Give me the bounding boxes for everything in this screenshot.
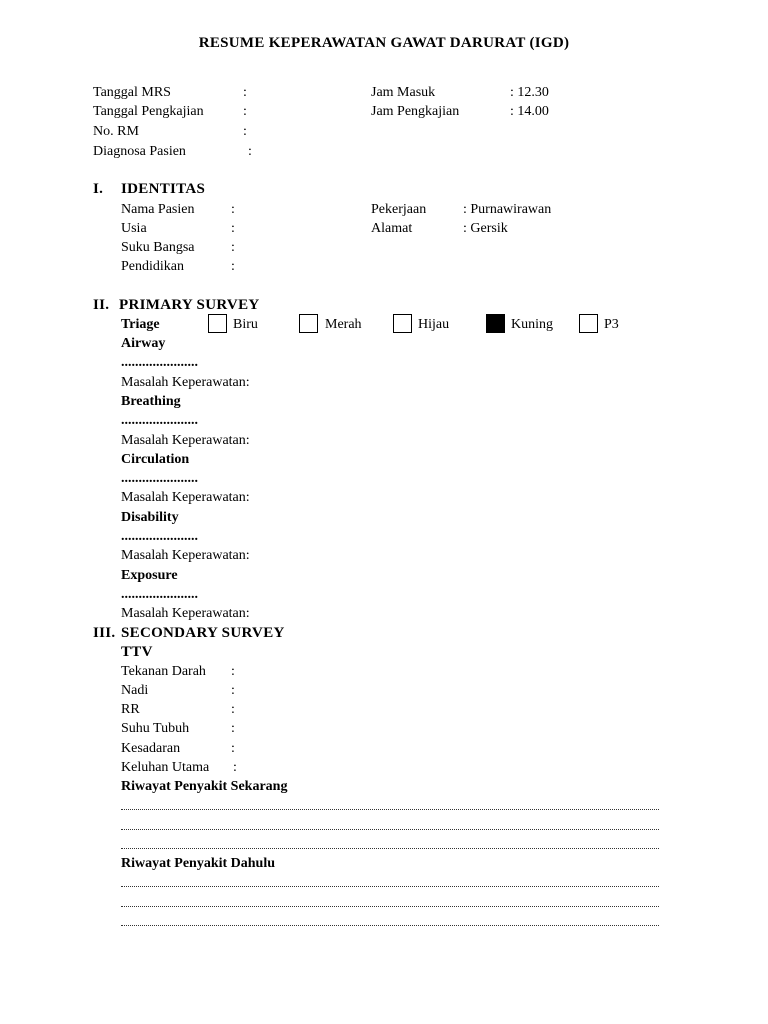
diagnosa-pasien-label: Diagnosa Pasien bbox=[93, 144, 186, 159]
usia-label: Usia bbox=[121, 221, 147, 236]
triage-option-merah: Merah bbox=[325, 317, 362, 332]
nadi-colon: : bbox=[231, 683, 235, 698]
rr-label: RR bbox=[121, 702, 140, 717]
tanggal-mrs-label: Tanggal MRS bbox=[93, 85, 171, 100]
triage-checkbox-biru[interactable] bbox=[208, 314, 227, 333]
breathing-dots: ...................... bbox=[121, 413, 198, 428]
airway-heading: Airway bbox=[121, 336, 166, 351]
jam-masuk-value: : 12.30 bbox=[510, 85, 549, 100]
suhu-tubuh-label: Suhu Tubuh bbox=[121, 721, 190, 736]
suku-bangsa-colon: : bbox=[231, 240, 235, 255]
no-rm-colon: : bbox=[243, 124, 247, 139]
alamat-value: : Gersik bbox=[463, 221, 508, 236]
exposure-heading: Exposure bbox=[121, 568, 178, 583]
riwayat-sekarang-heading: Riwayat Penyakit Sekarang bbox=[121, 779, 288, 794]
triage-checkbox-kuning[interactable] bbox=[486, 314, 505, 333]
riwayat-dahulu-line-1 bbox=[121, 886, 659, 887]
triage-checkbox-hijau[interactable] bbox=[393, 314, 412, 333]
triage-option-biru: Biru bbox=[233, 317, 258, 332]
suhu-tubuh-colon: : bbox=[231, 721, 235, 736]
tanggal-pengkajian-colon: : bbox=[243, 104, 247, 119]
disability-heading: Disability bbox=[121, 510, 179, 525]
jam-pengkajian-value: : 14.00 bbox=[510, 104, 549, 119]
riwayat-dahulu-line-2 bbox=[121, 906, 659, 907]
breathing-problem-label: Masalah Keperawatan: bbox=[121, 433, 250, 448]
triage-checkbox-merah[interactable] bbox=[299, 314, 318, 333]
jam-masuk-label: Jam Masuk bbox=[371, 85, 436, 100]
exposure-dots: ...................... bbox=[121, 587, 198, 602]
triage-option-kuning: Kuning bbox=[511, 317, 553, 332]
riwayat-sekarang-line-1 bbox=[121, 809, 659, 810]
tanggal-mrs-colon: : bbox=[243, 85, 247, 100]
keluhan-utama-label: Keluhan Utama bbox=[121, 760, 210, 775]
triage-option-p3: P3 bbox=[604, 317, 619, 332]
pendidikan-label: Pendidikan bbox=[121, 259, 184, 274]
pekerjaan-value: : Purnawirawan bbox=[463, 202, 552, 217]
section-1-number: I. bbox=[93, 181, 104, 197]
section-2-number: II. bbox=[93, 297, 110, 313]
riwayat-sekarang-line-2 bbox=[121, 829, 659, 830]
usia-colon: : bbox=[231, 221, 235, 236]
no-rm-label: No. RM bbox=[93, 124, 139, 139]
document-title: RESUME KEPERAWATAN GAWAT DARURAT (IGD) bbox=[198, 35, 570, 51]
triage-option-hijau: Hijau bbox=[418, 317, 450, 332]
tekanan-darah-colon: : bbox=[231, 664, 235, 679]
tanggal-pengkajian-label: Tanggal Pengkajian bbox=[93, 104, 204, 119]
riwayat-dahulu-line-3 bbox=[121, 925, 659, 926]
section-3-number: III. bbox=[93, 625, 116, 641]
kesadaran-colon: : bbox=[231, 741, 235, 756]
pendidikan-colon: : bbox=[231, 259, 235, 274]
tekanan-darah-label: Tekanan Darah bbox=[121, 664, 206, 679]
disability-problem-label: Masalah Keperawatan: bbox=[121, 548, 250, 563]
triage-label: Triage bbox=[121, 317, 160, 332]
circulation-dots: ...................... bbox=[121, 471, 198, 486]
rr-colon: : bbox=[231, 702, 235, 717]
section-3-heading: SECONDARY SURVEY bbox=[121, 625, 285, 641]
ttv-heading: TTV bbox=[121, 644, 153, 660]
nama-pasien-label: Nama Pasien bbox=[121, 202, 195, 217]
breathing-heading: Breathing bbox=[121, 394, 181, 409]
keluhan-utama-colon: : bbox=[233, 760, 237, 775]
nadi-label: Nadi bbox=[121, 683, 149, 698]
circulation-problem-label: Masalah Keperawatan: bbox=[121, 490, 250, 505]
section-1-heading: IDENTITAS bbox=[121, 181, 206, 197]
disability-dots: ...................... bbox=[121, 529, 198, 544]
suku-bangsa-label: Suku Bangsa bbox=[121, 240, 195, 255]
airway-dots: ...................... bbox=[121, 355, 198, 370]
riwayat-dahulu-heading: Riwayat Penyakit Dahulu bbox=[121, 856, 276, 871]
airway-problem-label: Masalah Keperawatan: bbox=[121, 375, 250, 390]
circulation-heading: Circulation bbox=[121, 452, 190, 467]
pekerjaan-label: Pekerjaan bbox=[371, 202, 427, 217]
section-2-heading: PRIMARY SURVEY bbox=[119, 297, 260, 313]
kesadaran-label: Kesadaran bbox=[121, 741, 181, 756]
riwayat-sekarang-line-3 bbox=[121, 848, 659, 849]
exposure-problem-label: Masalah Keperawatan: bbox=[121, 606, 250, 621]
nama-pasien-colon: : bbox=[231, 202, 235, 217]
triage-checkbox-p3[interactable] bbox=[579, 314, 598, 333]
diagnosa-pasien-colon: : bbox=[248, 144, 252, 159]
jam-pengkajian-label: Jam Pengkajian bbox=[371, 104, 460, 119]
alamat-label: Alamat bbox=[371, 221, 413, 236]
